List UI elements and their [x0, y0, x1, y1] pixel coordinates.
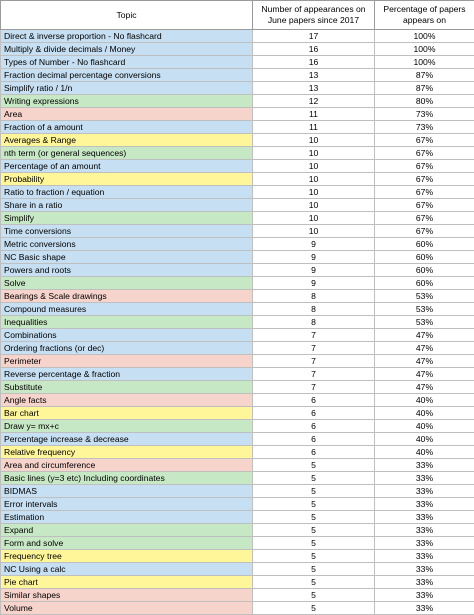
- topic-cell: Relative frequency: [1, 446, 253, 459]
- percentage-cell: 33%: [375, 459, 474, 472]
- percentage-cell: 53%: [375, 316, 474, 329]
- table-row: [1, 186, 474, 199]
- percentage-cell: 40%: [375, 420, 474, 433]
- count-cell: 6: [253, 446, 375, 459]
- percentage-cell: 33%: [375, 511, 474, 524]
- count-cell: 6: [253, 433, 375, 446]
- count-cell: 7: [253, 329, 375, 342]
- count-cell: 7: [253, 342, 375, 355]
- count-cell: 16: [253, 56, 375, 69]
- topic-cell: Time conversions: [1, 225, 253, 238]
- count-cell: 5: [253, 550, 375, 563]
- count-cell: 7: [253, 381, 375, 394]
- table-row: [1, 303, 474, 316]
- topic-cell: Averages & Range: [1, 134, 253, 147]
- topic-cell: Draw y= mx+c: [1, 420, 253, 433]
- header-row: [1, 1, 474, 30]
- topic-cell: Volume: [1, 602, 253, 615]
- table-row: [1, 238, 474, 251]
- table-row: [1, 199, 474, 212]
- topic-cell: Solve: [1, 277, 253, 290]
- topic-cell: Fraction decimal percentage conversions: [1, 69, 253, 82]
- topic-cell: Error intervals: [1, 498, 253, 511]
- count-cell: 5: [253, 485, 375, 498]
- percentage-cell: 73%: [375, 108, 474, 121]
- count-cell: 10: [253, 173, 375, 186]
- topic-cell: Simplify: [1, 212, 253, 225]
- topic-cell: BIDMAS: [1, 485, 253, 498]
- percentage-cell: 33%: [375, 498, 474, 511]
- table-row: [1, 264, 474, 277]
- count-cell: 5: [253, 576, 375, 589]
- table-row: [1, 355, 474, 368]
- count-cell: 5: [253, 602, 375, 615]
- percentage-cell: 33%: [375, 472, 474, 485]
- count-cell: 5: [253, 563, 375, 576]
- percentage-cell: 67%: [375, 160, 474, 173]
- table-row: [1, 134, 474, 147]
- topic-cell: Types of Number - No flashcard: [1, 56, 253, 69]
- topic-cell: NC Using a calc: [1, 563, 253, 576]
- count-cell: 8: [253, 290, 375, 303]
- count-cell: 13: [253, 82, 375, 95]
- table-row: [1, 459, 474, 472]
- percentage-cell: 100%: [375, 43, 474, 56]
- table-row: [1, 30, 474, 43]
- table-row: [1, 563, 474, 576]
- header-topic: Topic: [1, 1, 253, 30]
- count-cell: 10: [253, 134, 375, 147]
- count-cell: 5: [253, 498, 375, 511]
- count-cell: 5: [253, 537, 375, 550]
- count-cell: 10: [253, 186, 375, 199]
- count-cell: 6: [253, 394, 375, 407]
- table-row: [1, 433, 474, 446]
- table-row: [1, 550, 474, 563]
- table-row: [1, 43, 474, 56]
- count-cell: 10: [253, 147, 375, 160]
- count-cell: 8: [253, 316, 375, 329]
- count-cell: 5: [253, 524, 375, 537]
- percentage-cell: 33%: [375, 524, 474, 537]
- count-cell: 5: [253, 472, 375, 485]
- topic-cell: Perimeter: [1, 355, 253, 368]
- table-row: [1, 589, 474, 602]
- topic-cell: NC Basic shape: [1, 251, 253, 264]
- percentage-cell: 47%: [375, 368, 474, 381]
- topic-cell: Fraction of a amount: [1, 121, 253, 134]
- topic-cell: Bar chart: [1, 407, 253, 420]
- table-row: [1, 368, 474, 381]
- count-cell: 8: [253, 303, 375, 316]
- count-cell: 6: [253, 407, 375, 420]
- percentage-cell: 33%: [375, 550, 474, 563]
- topic-cell: Probability: [1, 173, 253, 186]
- table-row: [1, 342, 474, 355]
- percentage-cell: 100%: [375, 56, 474, 69]
- percentage-cell: 40%: [375, 433, 474, 446]
- count-cell: 7: [253, 355, 375, 368]
- topic-cell: Ordering fractions (or dec): [1, 342, 253, 355]
- percentage-cell: 47%: [375, 381, 474, 394]
- count-cell: 12: [253, 95, 375, 108]
- percentage-cell: 67%: [375, 186, 474, 199]
- topic-cell: Simplify ratio / 1/n: [1, 82, 253, 95]
- table-row: [1, 147, 474, 160]
- percentage-cell: 60%: [375, 238, 474, 251]
- percentage-cell: 53%: [375, 303, 474, 316]
- table-row: [1, 251, 474, 264]
- table-row: [1, 173, 474, 186]
- count-cell: 6: [253, 420, 375, 433]
- table-row: [1, 472, 474, 485]
- topic-cell: Form and solve: [1, 537, 253, 550]
- percentage-cell: 60%: [375, 264, 474, 277]
- topic-cell: nth term (or general sequences): [1, 147, 253, 160]
- topic-cell: Similar shapes: [1, 589, 253, 602]
- table-row: [1, 420, 474, 433]
- count-cell: 7: [253, 368, 375, 381]
- table-row: [1, 498, 474, 511]
- table-row: [1, 277, 474, 290]
- table-row: [1, 225, 474, 238]
- topic-cell: Powers and roots: [1, 264, 253, 277]
- table-row: [1, 394, 474, 407]
- count-cell: 10: [253, 212, 375, 225]
- count-cell: 10: [253, 225, 375, 238]
- count-cell: 11: [253, 121, 375, 134]
- table-row: [1, 212, 474, 225]
- topic-cell: Angle facts: [1, 394, 253, 407]
- percentage-cell: 47%: [375, 329, 474, 342]
- percentage-cell: 33%: [375, 576, 474, 589]
- percentage-cell: 33%: [375, 589, 474, 602]
- percentage-cell: 87%: [375, 82, 474, 95]
- topic-cell: Direct & inverse proportion - No flashcard: [1, 30, 253, 43]
- topic-cell: Inequalities: [1, 316, 253, 329]
- percentage-cell: 40%: [375, 407, 474, 420]
- table-row: [1, 108, 474, 121]
- count-cell: 5: [253, 459, 375, 472]
- percentage-cell: 60%: [375, 251, 474, 264]
- percentage-cell: 33%: [375, 563, 474, 576]
- topic-cell: Ratio to fraction / equation: [1, 186, 253, 199]
- topic-cell: Area and circumference: [1, 459, 253, 472]
- topic-cell: Percentage of an amount: [1, 160, 253, 173]
- topic-cell: Multiply & divide decimals / Money: [1, 43, 253, 56]
- table-row: [1, 329, 474, 342]
- count-cell: 11: [253, 108, 375, 121]
- table-row: [1, 407, 474, 420]
- percentage-cell: 80%: [375, 95, 474, 108]
- percentage-cell: 33%: [375, 537, 474, 550]
- table-row: [1, 160, 474, 173]
- topic-cell: Estimation: [1, 511, 253, 524]
- count-cell: 9: [253, 277, 375, 290]
- count-cell: 16: [253, 43, 375, 56]
- percentage-cell: 33%: [375, 602, 474, 615]
- percentage-cell: 47%: [375, 342, 474, 355]
- count-cell: 13: [253, 69, 375, 82]
- table-row: [1, 121, 474, 134]
- topic-cell: Area: [1, 108, 253, 121]
- percentage-cell: 33%: [375, 485, 474, 498]
- percentage-cell: 53%: [375, 290, 474, 303]
- table-row: [1, 537, 474, 550]
- percentage-cell: 40%: [375, 446, 474, 459]
- topic-cell: Pie chart: [1, 576, 253, 589]
- count-cell: 5: [253, 511, 375, 524]
- topic-cell: Substitute: [1, 381, 253, 394]
- table-row: [1, 485, 474, 498]
- topic-cell: Frequency tree: [1, 550, 253, 563]
- table-row: [1, 82, 474, 95]
- count-cell: 10: [253, 199, 375, 212]
- topic-cell: Metric conversions: [1, 238, 253, 251]
- table-body: [1, 30, 474, 615]
- table-row: [1, 290, 474, 303]
- topic-cell: Reverse percentage & fraction: [1, 368, 253, 381]
- table-row: [1, 69, 474, 82]
- count-cell: 9: [253, 251, 375, 264]
- count-cell: 9: [253, 264, 375, 277]
- table-row: [1, 446, 474, 459]
- table-row: [1, 524, 474, 537]
- header-count: Number of appearances on June papers since 2017: [253, 1, 375, 30]
- topic-cell: Compound measures: [1, 303, 253, 316]
- table-row: [1, 381, 474, 394]
- table-row: [1, 56, 474, 69]
- percentage-cell: 67%: [375, 173, 474, 186]
- topic-cell: Share in a ratio: [1, 199, 253, 212]
- percentage-cell: 40%: [375, 394, 474, 407]
- count-cell: 9: [253, 238, 375, 251]
- percentage-cell: 67%: [375, 212, 474, 225]
- table-row: [1, 95, 474, 108]
- percentage-cell: 67%: [375, 134, 474, 147]
- table-row: [1, 602, 474, 615]
- percentage-cell: 73%: [375, 121, 474, 134]
- count-cell: 10: [253, 160, 375, 173]
- header-percentage: Percentage of papers appears on: [375, 1, 474, 30]
- table-row: [1, 576, 474, 589]
- percentage-cell: 67%: [375, 225, 474, 238]
- percentage-cell: 47%: [375, 355, 474, 368]
- percentage-cell: 87%: [375, 69, 474, 82]
- topic-cell: Expand: [1, 524, 253, 537]
- count-cell: 5: [253, 589, 375, 602]
- percentage-cell: 67%: [375, 199, 474, 212]
- topic-cell: Basic lines (y=3 etc) Including coordinates: [1, 472, 253, 485]
- percentage-cell: 100%: [375, 30, 474, 43]
- count-cell: 17: [253, 30, 375, 43]
- topic-cell: Bearings & Scale drawings: [1, 290, 253, 303]
- table-row: [1, 316, 474, 329]
- topic-cell: Writing expressions: [1, 95, 253, 108]
- topic-cell: Combinations: [1, 329, 253, 342]
- topic-cell: Percentage increase & decrease: [1, 433, 253, 446]
- table-row: [1, 511, 474, 524]
- percentage-cell: 67%: [375, 147, 474, 160]
- percentage-cell: 60%: [375, 277, 474, 290]
